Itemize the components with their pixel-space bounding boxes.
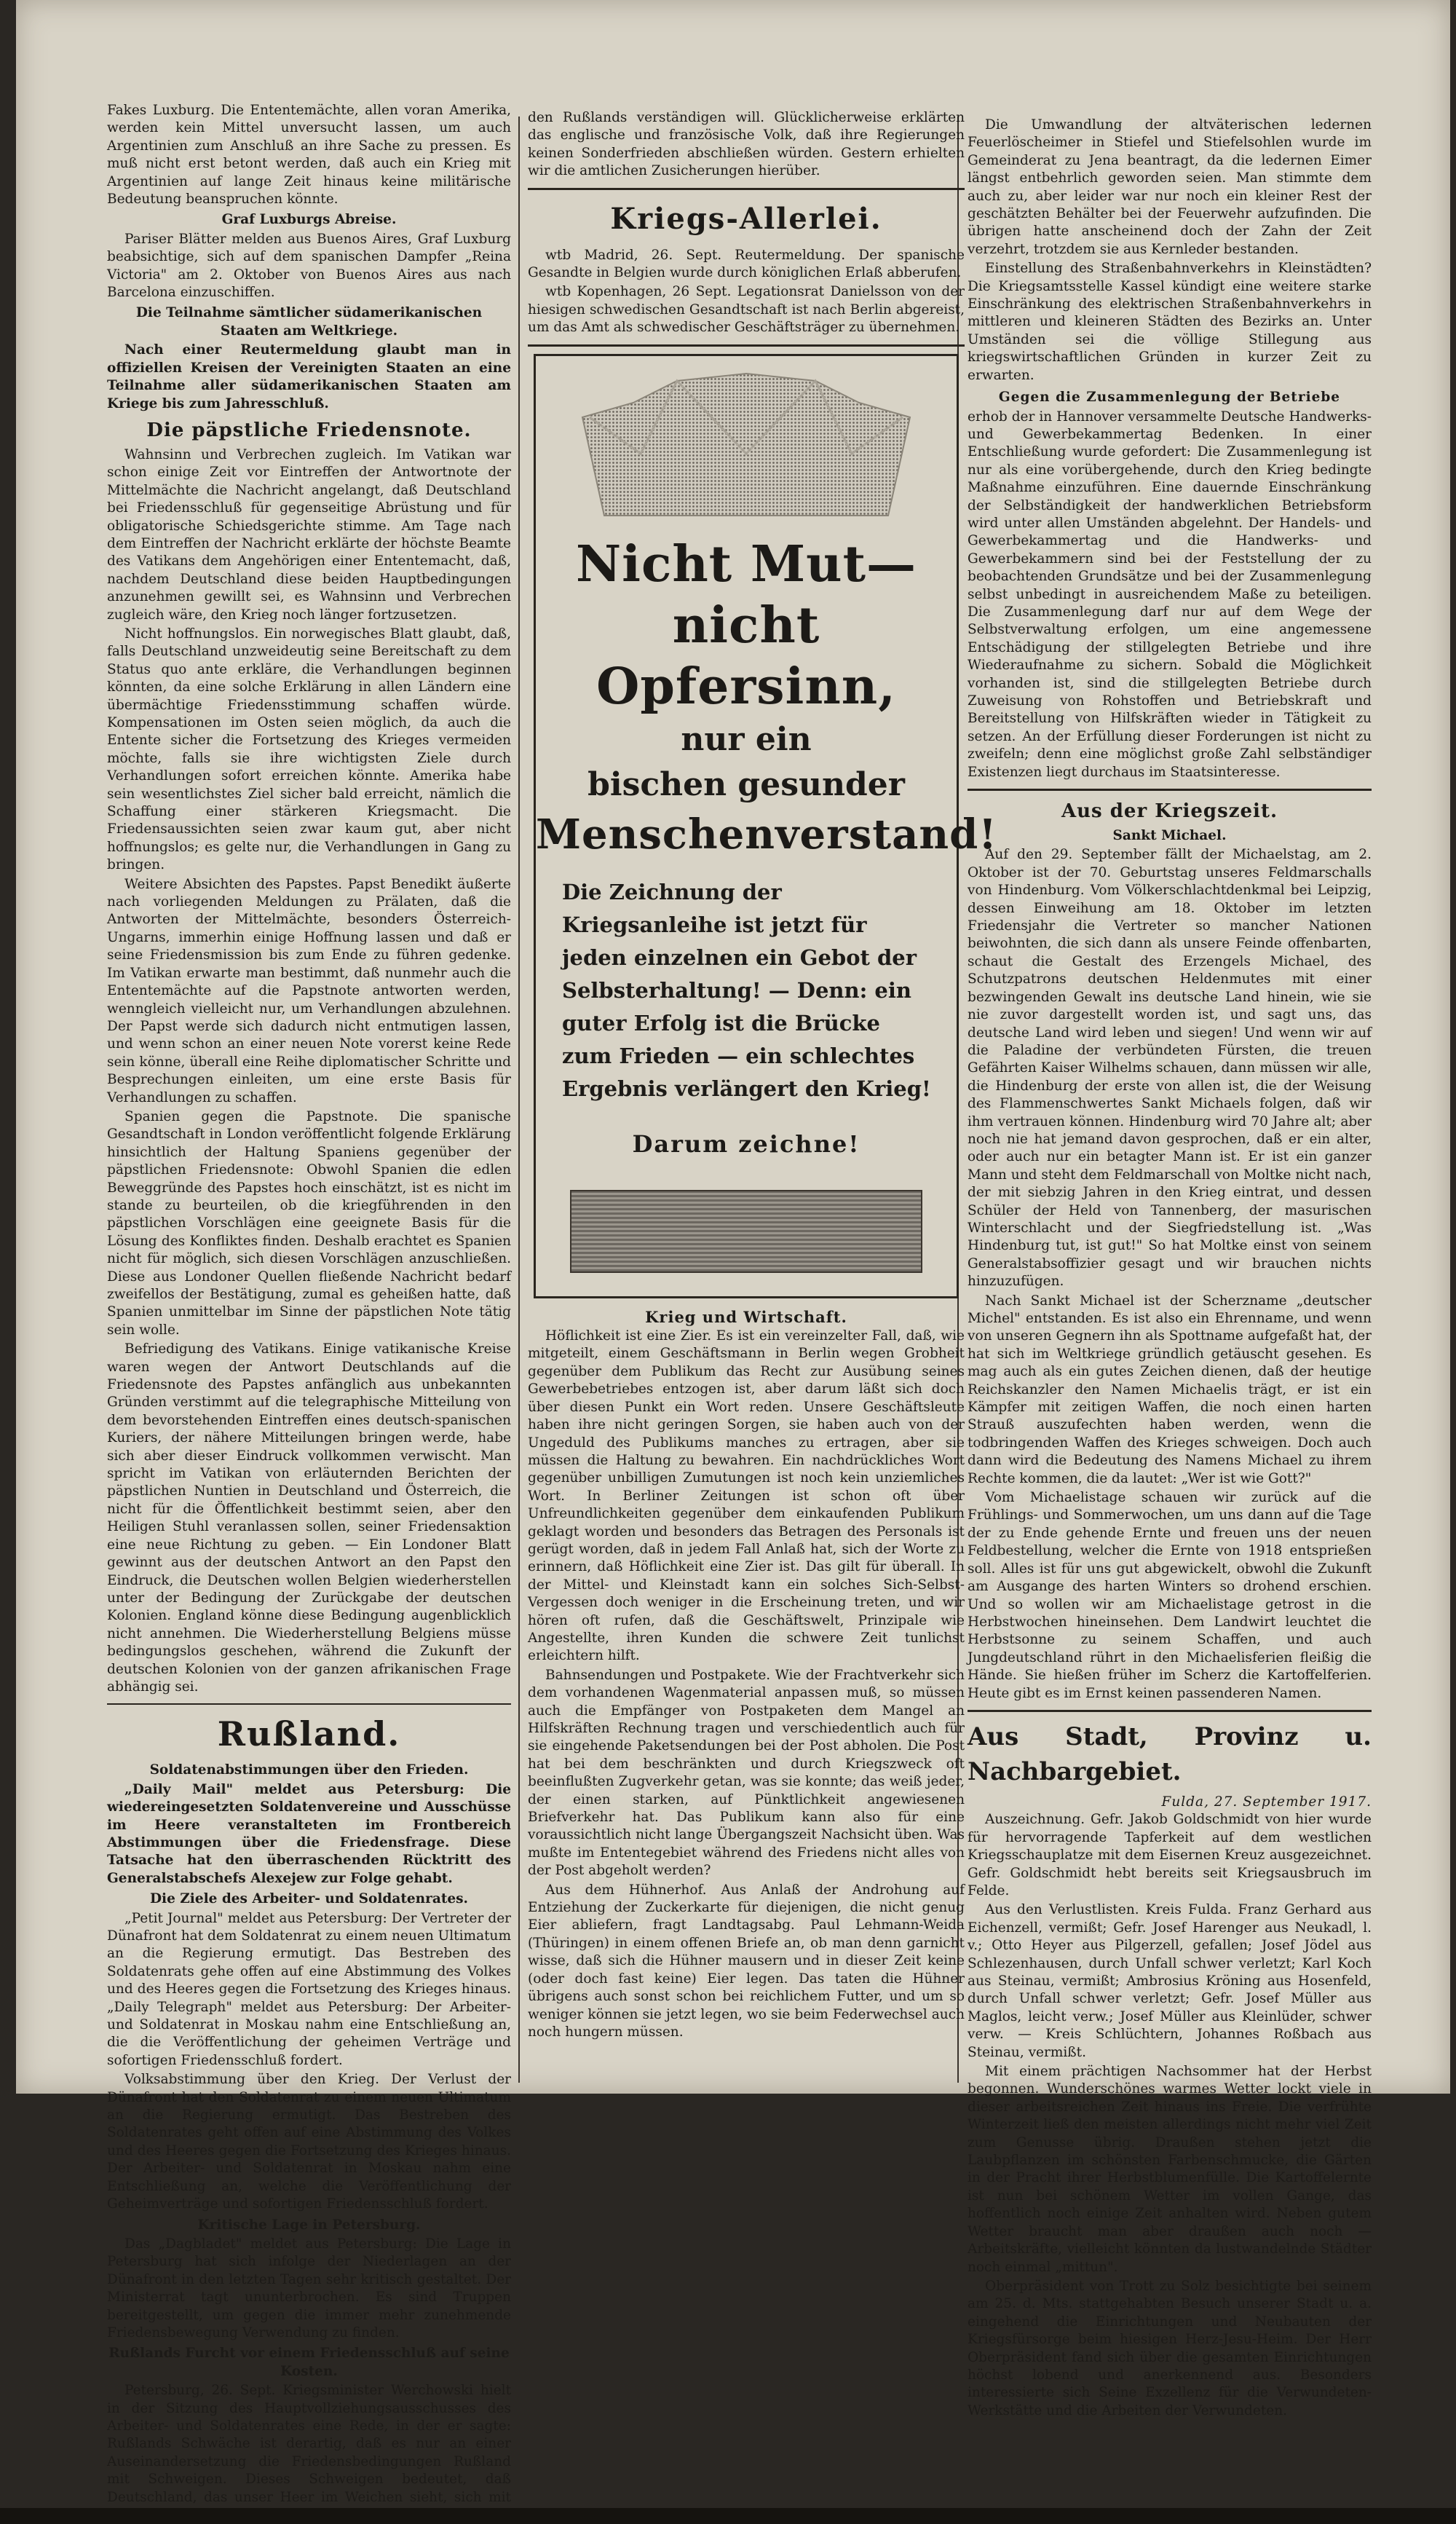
ad-shaded-bar [570, 1190, 922, 1273]
ad-headline-2: nicht Opfersinn, [596, 596, 896, 716]
ad-headline-1: Nicht Mut— [575, 535, 917, 593]
column-3 [968, 117, 1372, 2418]
article-paragraph: Pariser Blätter melden aus Buenos Aires, Graf Luxburg beabsichtige, sich auf dem spanischen Dampfer „Reina Victoria" am 2. Oktober von Buenos Aires aus nach Barcelona einzuschiffen. [107, 231, 511, 301]
article-paragraph: Wahnsinn und Verbrechen zugleich. Im Vatikan war schon einige Zeit vor Eintreffen der Antwortnote der Mittelmächte die Nachricht angelangt, daß Deutschland bei Friedensschluß für gegenseitige Abrüstung und für obligatorische Schiedsgerichte stimme. Am Tage nach dem Eintreffen der Nachricht erklärte der höchste Beamte des Vatikans dem Angehörigen einer Ententemacht, daß, nachdem Deutschland diese beiden Hauptbedingungen anzunehmen gewillt sei, es Wahnsinn und Verbrechen zugleich wäre, den Krieg noch länger fortzusetzen. [107, 446, 511, 623]
subheading: Rußlands Furcht vor einem Friedensschluß auf seine Kosten. [108, 2346, 510, 2379]
column-2 [528, 109, 997, 2090]
article-paragraph: Das „Dagbladet" meldet aus Petersburg: Die Lage in Petersburg hat sich infolge der Niederlagen an der Dünafront in den letzten Tagen sehr kritisch gestaltet. Der Ministerrat tagt ununterbrochen. Es sind Truppen bereitgestellt, um gegen die immer mehr zunehmende Friedensbewegung Verwendung zu finden. [107, 2236, 511, 2340]
article-paragraph: Einstellung des Straßenbahnverkehrs in Kleinstädten? Die Kriegsamtsstelle Kassel kündigt eine weitere starke Einschränkung des elektrischen Straßenbahnverkehrs in mittleren und kleineren Städten des Bezirks an. Unter Umständen sei die völlige Stillegung aus kriegswirtschaftlichen Gründen in kurzer Zeit zu erwarten. [968, 261, 1372, 383]
article-paragraph: den Rußlands verständigen will. Glücklicherweise erklärten das englische und französische Volk, daß ihre Regierungen keinen Sonderfrieden abschließen würden. Gestern erhielten wir die amtlichen Zusicherungen hierüber. [528, 110, 965, 179]
ad-headline-5: Menschenverstand! [536, 810, 997, 859]
subheading: Graf Luxburgs Abreise. [221, 212, 397, 228]
article-paragraph: Nach Sankt Michael ist der Scherzname „deutscher Michel" entstanden. Es ist also ein Ehrenname, und wenn von unseren Gegnern ihn als Spottname aufgefaßt hat, der hat sich im Weltkriege gründlich getäuscht gesehen. Es mag auch als ein gutes Zeichen dienen, daß der heutige Reichskanzler den Namen Michaelis trägt, er ist ein Kämpfer mit zeitigen Waffen, die noch einen harten Strauß auszufechten haben werden, wenn die todbringenden Waffen des Krieges schweigen. Doch auch dann wird die Bedeutung des Namens Michael zu ihrem Rechte kommen, die da lautet: „Wer ist wie Gott?" [968, 1293, 1372, 1486]
article-paragraph: Nicht hoffnungslos. Ein norwegisches Blatt glaubt, daß, falls Deutschland unzweideutig seine Bereitschaft zu dem Status quo ante erkläre, die Verhandlungen beginnen könnten, da eine solche Erklärung in allen Ländern eine übermächtige Friedensstimmung schaffen würde. Kompensationen im Osten seien möglich, da auch die Entente sicher die Fortsetzung des Krieges vermeiden möchte, falls sie ihre wichtigsten Ziele durch Verhandlungen sofort erreichen könnte. Amerika habe sein wesentlichstes Ziel sicher bald erreicht, nämlich die Schaffung einer stärkeren Kriegsmacht. Die Friedensaussichten seien zwar kaum gut, aber nicht hoffnungslos; es gelte nur, die Verhandlungen in Gang zu bringen. [107, 626, 511, 873]
article-paragraph: Volksabstimmung über den Krieg. Der Verlust der Dünafront hat den Soldatenrat zu einem neuen Ultimatum an die Regierung ermutigt. Das Bestreben des Soldatenrates geht offen auf eine Abstimmung des Volkes und des Heeres gegen die Fortsetzung des Krieges hinaus. Der Arbeiter- und Soldatenrat in Moskau nahm eine Entschließung an, welche die Veröffentlichung der Geheimverträge und sofortigen Friedensschluß fordert. [107, 2072, 511, 2212]
article-paragraph: Oberpräsident von Trott zu Solz besichtigte bei seinem am 25. d. Mts. stattgehabten Besuch unserer Stadt u. a. eingehend die Einrichtungen und Neubauten der Kriegsfürsorge beim hiesigen Herz-Jesu-Heim. Der Herr Oberpräsident fand sich über die gesamten Einrichtungen höchst lobend und anerkennend aus. Besonders interessierte sich Seine Exzellenz für die Verwundeten-Werkstätte und die Arbeiten der Verwundeten. [968, 2278, 1372, 2418]
divider [107, 1703, 511, 1705]
article-paragraph: Aus dem Hühnerhof. Aus Anlaß der Androhung auf Entziehung der Zuckerkarte für diejenigen, die nicht genug Eier abliefern, fragt Landtagsabg. Paul Lehmann-Weida (Thüringen) in einem offenen Briefe an, ob man denn garnicht wisse, daß sich die Hühner mausern und in dieser Zeit keine (oder doch fast keine) Eier legen. Das taten die Hühner übrigens auch sonst schon bei reichlichem Futter, und um so weniger können sie jetzt legen, wo sie beim Federwechsel auch noch hungern müssen. [528, 1882, 965, 2040]
ad-headline-4: bischen gesunder [587, 765, 905, 803]
scan-bottom-edge [0, 2508, 1456, 2524]
article-paragraph: wtb Kopenhagen, 26 Sept. Legationsrat Danielsson von der hiesigen schwedischen Gesandtschaft ist nach Berlin abgereist, um das Amt als schwedischer Geschäftsträger zu übernehmen. [528, 284, 965, 336]
article-paragraph: Mit einem prächtigen Nachsommer hat der Herbst begonnen. Wunderschönes warmes Wetter lockt viele in dieser arbeitsreichen Zeit hinaus ins Freie. Die verfrühte Winterzeit ließ den meisten allerdings nicht mehr viel Zeit zum Genusse übrig. Draußen stehen jetzt die Laubpflanzen im schönsten Farbenschmucke, die Gärten in der Pracht ihrer Herbstblumenfülle. Die Kartoffelernte ist nun bei schönem Wetter im vollen Gange, das hoffentlich noch einige Zeit anhalten wird. Neben gutem Wetter braucht man aber draußen auch noch — Arbeitskräfte, vielleicht könnten da lustwandelnde Städter noch einmal „mittun". [968, 2064, 1372, 2275]
column-1 [107, 102, 511, 2505]
article-paragraph: Spanien gegen die Papstnote. Die spanische Gesandtschaft in London veröffentlicht folgende Erklärung hinsichtlich der Haltung Spaniens gegenüber der päpstlichen Friedensnote: Obwohl Spanien die edlen Beweggründe des Papstes hoch einschätzt, ist es nicht im stande zu beurteilen, ob die kriegführenden in den päpstlichen Vorschlägen eine geeignete Basis für die Lösung des Konfliktes finden. Deshalb erachtet es Spanien nicht für möglich, sich diesen Vorschlägen anzuschließen. Diese aus Londoner Quellen fließende Nachricht bedarf zweifellos der Bestätigung, zumal es geheißen hatte, daß Spanien unmittelbar im Sinne der päpstlichen Note tätig sein wolle. [107, 1108, 511, 1338]
article-paragraph: „Daily Mail" meldet aus Petersburg: Die wiedereingesetzten Soldatenvereine und Ausschüsse im Heere veranstalteten im Frontbereich Abstimmungen über die Friedensfrage. Diese Tatsache hat den überraschenden Rücktritt des Generalstabschefs Alexejew zur Folge gehabt. [107, 1781, 511, 1886]
article-paragraph: wtb Madrid, 26. Sept. Reutermeldung. Der spanische Gesandte in Belgien wurde durch königlichen Erlaß abberufen. [528, 247, 965, 281]
article-paragraph: Fakes Luxburg. Die Ententemächte, allen voran Amerika, werden kein Mittel unversucht lassen, um auch Argentinien zum Anschluß an ihre Sache zu pressen. Es muß nicht erst betont werden, daß auch ein Krieg mit Argentinien auf lange Zeit hinaus keine militärische Bedeutung beanspruchen könnte. [107, 103, 511, 208]
article-paragraph: Vom Michaelistage schauen wir zurück auf die Frühlings- und Sommerwochen, um uns dann auf die Tage der zu Ende gehende Ernte und freuen uns der neuen Feldbestellung, welcher die Ernte von 1918 entsprießen soll. Alles ist für uns gut abgewickelt, obwohl die Zukunft am Ausgange des harten Winters so drohend erschien. Und so wollen wir am Michaelistage getrost in die Herbstwochen hineinsehen. Dem Landwirt leuchtet die Herbstsonne zu seinem Schaffen, und auch Jungdeutschland rührt in den Michaelisferien fleißig die Hände. Sie hießen früher im Scherz die Kartoffelferien. Heute gibt es im Ernst keinen passenderen Namen. [968, 1490, 1372, 1701]
article-paragraph: Höflichkeit ist eine Zier. Es ist ein vereinzelter Fall, daß, wie mitgeteilt, einem Geschäftsmann in Berlin wegen Grobheit gegenüber dem Publikum das Recht zur Ausübung seines Gewerbebetriebes entzogen ist, aber darum läßt sich doch über diesen Punkt ein Wort reden. Unsere Geschäftsleute haben ihre nicht geringen Sorgen, sie haben auch von der Ungeduld des Publikums manches zu ertragen, aber sie müssen die Haltung zu bewahren. Ein nachdrückliches Wort gegenüber unbilligen Zumutungen ist noch kein unziemliches Wort. In Berliner Zeitungen ist schon oft über Unfreundlichkeiten gegenüber dem einkaufenden Publikum geklagt worden und besonders das Betragen des Personals ist gerügt worden, daß in jedem Fall Anlaß hat, sich der Worte zu erinnern, daß Höflichkeit eine Zier ist. Das gilt für überall. In der Mittel- und Kleinstadt kann ein solches Sich-Selbst-Vergessen doch weniger in die Erscheinung treten, und wir hören oft rufen, daß die Geschäftswelt, Prinzipale wie Angestellte, ihren Kunden die schwere Zeit tunlichst erleichtern hilft. [528, 1328, 965, 1664]
subheading: Kritische Lage in Petersburg. [197, 2217, 421, 2233]
divider [528, 188, 965, 190]
subheading: Gegen die Zusammenlegung der Betriebe [998, 390, 1341, 406]
divider [968, 1710, 1372, 1712]
ad-call-to-action: Darum zeichne! [632, 1129, 860, 1158]
section-title-papal-note: Die päpstliche Friedensnote. [146, 419, 472, 441]
subheading: Sankt Michael. [1112, 828, 1227, 844]
column-rule-left [518, 117, 520, 2083]
ad-headline-3: nur ein [681, 720, 812, 758]
section-title-local-news: Aus Stadt, Provinz u. Nachbargebiet. [968, 1722, 1372, 1786]
newspaper-page [16, 0, 1450, 2505]
subheading: Die Teilnahme sämtlicher südamerikanischen Staaten am Weltkriege. [135, 305, 483, 339]
subheading: Die Ziele des Arbeiter- und Soldatenrates. [150, 1891, 468, 1907]
article-paragraph: Bahnsendungen und Postpakete. Wie der Frachtverkehr sich dem vorhandenen Wagenmaterial anpassen muß, so müssen auch die Empfänger von Postpaketen dem Mangel an Hilfskräften Rechnung tragen und verschiedentlich auch für sie eingehende Paketsendungen bei der Post abholen. Die Post hat bei dem beschränkten und durch Kriegszweck oft beeinflußten Zugverkehr getan, was sie konnte; das weiß jeder, der einen starken, auf Pünktlichkeit angewiesenen Briefverkehr hat. Das Publikum kann also für eine voraussichtlich nicht lange Übergangszeit Nachsicht üben. Was mußte im Ententegebiet während des Friedens nicht alles von der Post abgeholt werden? [528, 1667, 965, 1879]
divider [968, 789, 1372, 791]
article-paragraph: erhob der in Hannover versammelte Deutsche Handwerks- und Gewerbekammertag Bedenken. In einer Entschließung wurde gefordert: Die Zusammenlegung ist nur als eine vorübergehende, durch den Krieg bedingte Maßnahme einzuführen. Eine dauernde Einschränkung der Selbständigkeit der handwerklichen Betriebsform wird unter allen Umständen abgelehnt. Der Handels- und Gewerbekammertag und die Handwerks- und Gewerbekammern sind bei der Feststellung der zu beobachtenden Grundsätze und bei der Zusammenlegung selbst unbedingt in ausreichendem Maße zu beteiligen. Die Zusammenlegung darf nur auf dem Wege der Selbstverwaltung erfolgen, um eine angemessene Entschädigung der stillgelegten Betriebe und ihre Wiederaufnahme zu sichern. Sobald die Möglichkeit vorhanden ist, sind die stillgelegten Betriebe durch Zuweisung von Rohstoffen und Betriebskraft und Bereitstellung von Hilfskräften wieder in Tätigkeit zu setzen. An der Erfüllung dieser Forderungen ist nicht zu zweifeln; denn eine möglichst große Zahl selbständiger Existenzen liegt durchaus im Staatsinteresse. [968, 409, 1372, 780]
crown-icon [575, 374, 917, 519]
section-title-war-miscellany: Kriegs-Allerlei. [610, 201, 882, 236]
section-title-war-time: Aus der Kriegszeit. [1061, 800, 1278, 823]
article-paragraph: Befriedigung des Vatikans. Einige vatikanische Kreise waren wegen der Antwort Deutschlands auf die Friedensnote des Papstes anfänglich aus unbekannten Gründen verstimmt auf die telegraphische Mitteilung von dem bevorstehenden Eintreffen eines deutsch-spanischen Kuriers, der nähere Mitteilungen bringen werde, habe sich aber dieser Eindruck vollkommen verwischt. Man spricht im Vatikan von erläuternden Berichten der päpstlichen Nuntien in Deutschland und Österreich, die nicht für die Öffentlichkeit bestimmt seien, aber den Heiligen Stuhl veranlassen sollen, seiner Friedensaktion eine neue Richtung zu geben. — Ein Londoner Blatt gewinnt aus der deutschen Antwort an den Papst den Eindruck, die Deutschen wollen Belgien wiederherstellen unter der Bedingung der Zurückgabe der deutschen Kolonien. England könne diese Bedingung augenblicklich nicht annehmen. Die Wiederherstellung Belgiens müsse bedingungslos geschehen, während die Zukunft der deutschen Kolonien von der ganzen afrikanischen Frage abhängig sei. [107, 1341, 511, 1695]
article-paragraph: Aus den Verlustlisten. Kreis Fulda. Franz Gerhard aus Eichenzell, vermißt; Gefr. Josef Harenger aus Neukadl, l. v.; Otto Heyer aus Pilgerzell, gefallen; Josef Jödel aus Schlezenhausen, durch Unfall schwer verletzt; Karl Koch aus Steinau, vermißt; Ambrosius Kröning aus Hosenfeld, durch Unfall schwer verletzt; Gefr. Josef Müller aus Maglos, leicht verw.; Josef Müller aus Kleinlüder, schwer verw. — Kreis Schlüchtern, Johannes Roßbach aus Steinau, vermißt. [968, 1902, 1372, 2060]
subheading: Soldatenabstimmungen über den Frieden. [149, 1762, 469, 1778]
article-paragraph: Petersburg, 26. Sept. Kriegsminister Werchowski hielt in der Sitzung des Hauptvollziehungsausschusses des Arbeiter- und Soldatenrates eine Rede, in der er sagte: Rußlands Schwäche ist derartig, daß es nur an einer Auseinandersetzung die Friedensbedingungen Rußland mit Schweigen. Dieses Schweigen bedeutet, daß Deutschland, das unser Heer im Weichen sieht, sich mit [107, 2383, 511, 2505]
article-paragraph: Auszeichnung. Gefr. Jakob Goldschmidt von hier wurde für hervorragende Tapferkeit auf dem westlichen Kriegsschauplatze mit dem Eisernen Kreuz ausgezeichnet. Gefr. Goldschmidt hebt bereits seit Kriegsausbruch im Felde. [968, 1812, 1372, 1898]
war-bond-advertisement [534, 354, 997, 1298]
article-paragraph: Die Umwandlung der altväterischen ledernen Feuerlöscheimer in Stiefel und Stiefelsohlen wurde im Gemeinderat zu Jena beantragt, da die ledernen Eimer längst entbehrlich geworden seien. Man stimmte dem auch zu, aber leider war nur noch ein kleiner Rest der geschätzten Behälter bei der Feuerwehr aufzufinden. Die übrigen hatte anscheinend doch der Zahn der Zeit verzehrt, trotzdem sie aus Kernleder bestanden. [968, 117, 1372, 257]
section-title-war-economy: Krieg und Wirtschaft. [645, 1307, 847, 1326]
ad-body: Die Zeichnung der Kriegsanleihe ist jetzt für jeden einzelnen ein Gebot der Selbsterhaltung! — Denn: ein guter Erfolg ist die Brücke zum Frieden — ein schlechtes Ergebnis verlängert den Krieg! [562, 879, 931, 1101]
dateline: Fulda, 27. September 1917. [1161, 1794, 1372, 1810]
section-title-russia: Rußland. [217, 1714, 401, 1754]
article-paragraph: Nach einer Reutermeldung glaubt man in offiziellen Kreisen der Vereinigten Staaten an eine Teilnahme aller südamerikanischen Staaten am Kriege bis zum Jahresschluß. [107, 342, 511, 411]
divider [528, 344, 965, 347]
article-paragraph: Auf den 29. September fällt der Michaelstag, am 2. Oktober ist der 70. Geburtstag unseres Feldmarschalls von Hindenburg. Vom Völkerschlachtdenkmal bei Leipzig, dessen Einweihung am 18. Oktober im letzten Friedensjahr die Vertreter so mancher Nationen beiwohnten, die sich dann als unsere Feinde offenbarten, schaut die Gestalt des Erzengels Michael, des Schutzpatrons deutschen Heldenmutes mit einer bezwingenden Gewalt ins deutsche Land hinein, wie sie nie zuvor dargestellt worden ist, und sagt uns, das deutsche Land wird leben und siegen! Und wenn wir auf die Paladine der verbündeten Fürsten, die treuen Gefährten Kaiser Wilhelms schauen, dann müssen wir alle, die Hindenburg der erste von allen ist, die der Weisung des Flammenschwertes Sankt Michaels folgen, daß wir ihm vertrauen können. Hindenburg wird 70 Jahre alt; aber noch nie hat jemand davon gesprochen, daß er ein alter, oder auch nur ein betagter Mann ist. Er ist ein ganzer Mann und steht dem Feldmarschall von Moltke nicht nach, der mit siebzig Jahren in den Krieg eintrat, und dessen Schüler der Held von Tannenberg, der masurischen Winterschlacht und der Siegfriedstellung ist. „Was Hindenburg tut, ist gut!" So hat Moltke einst von seinem Generalstabsoffizier gesagt und wir brauchen nichts hinzuzufügen. [968, 847, 1372, 1290]
article-paragraph: Weitere Absichten des Papstes. Papst Benedikt äußerte nach vorliegenden Meldungen zu Prälaten, daß die Antworten der Mittelmächte, besonders Österreich-Ungarns, immerhin einige Hoffnung lassen und daß er seine Friedensmission bis zum Ende zu führen gedenke. Im Vatikan erwarte man bestimmt, daß nunmehr auch die Ententemächte auf die Papstnote antworten werden, wenngleich vielleicht nur, um Verhandlungen abzulehnen. Der Papst werde sich dadurch nicht entmutigen lassen, und wenn schon an einer neuen Note vorerst keine Rede sein könne, überall eine Reihe diplomatischer Schritte und Besprechungen einleiten, um eine erste Basis für Verhandlungen zu schaffen. [107, 876, 511, 1105]
article-paragraph: „Petit Journal" meldet aus Petersburg: Der Vertreter der Dünafront hat dem Soldatenrat zu einem neuen Ultimatum an die Regierung ermutigt. Das Bestreben des Soldatenrats gehe offen auf eine Abstimmung des Volkes und des Heeres gegen die Fortsetzung des Krieges hinaus. „Daily Telegraph" meldet aus Petersburg: Der Arbeiter- und Soldatenrat in Moskau nahm eine Entschließung an, die die Veröffentlichung der geheimen Verträge und sofortigen Friedensschluß fordert. [107, 1910, 511, 2068]
